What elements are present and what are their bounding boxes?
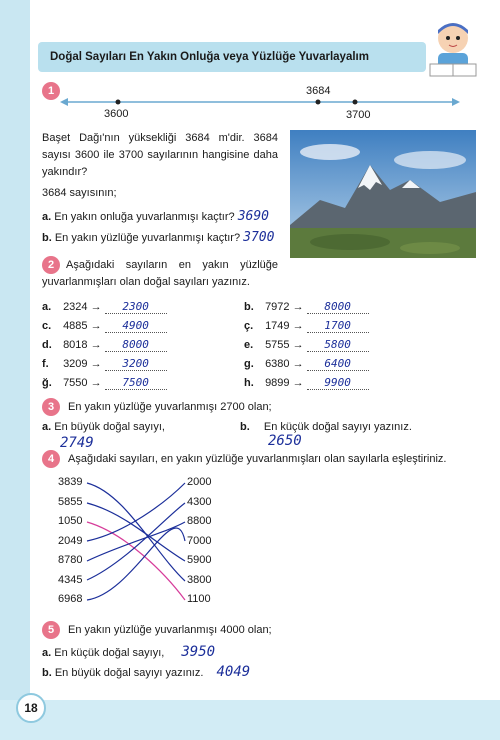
q3-b-row bbox=[240, 421, 412, 433]
q2-answer-blank bbox=[105, 376, 167, 390]
q1-b-text: En yakın yüzlüğe yuvarlanmışı kaçtır? bbox=[54, 232, 241, 244]
q2-item-value: 9899 bbox=[265, 377, 290, 389]
q1-b-row bbox=[42, 230, 292, 245]
number-line-label-left: 3600 bbox=[104, 108, 129, 120]
question-5-badge: 5 bbox=[42, 621, 60, 639]
q2-item-label: h. bbox=[244, 377, 254, 389]
q5-a-answer: 3950 bbox=[181, 644, 216, 660]
question-1-badge: 1 bbox=[42, 82, 60, 100]
q4-left-number: 2049 bbox=[58, 534, 83, 547]
q2-item-value: 5755 bbox=[265, 339, 290, 351]
q2-item-label: a. bbox=[42, 301, 52, 313]
question-1-text: Başet Dağı'nın yüksekliği 3684 m'dir. 3684 sayısı 3600 ile 3700 sayılarının hangisine daha yakındır? bbox=[42, 132, 278, 178]
question-2-badge: 2 bbox=[42, 256, 60, 274]
q4-left-column bbox=[58, 473, 82, 610]
q2-left-column bbox=[42, 300, 242, 395]
q2-item-answer: 1700 bbox=[324, 319, 351, 332]
page-title: Doğal Sayıları En Yakın Onluğa veya Yüzlüğe Yuvarlayalım bbox=[50, 51, 369, 63]
arrow-icon: → bbox=[90, 358, 102, 370]
q2-item-value: 3209 bbox=[63, 358, 88, 370]
question-3-badge: 3 bbox=[42, 398, 60, 416]
q2-item-value: 6380 bbox=[265, 358, 290, 370]
q3-b-label: b. bbox=[240, 421, 250, 433]
q2-item-label: ç. bbox=[244, 320, 254, 332]
q2-answer-blank bbox=[105, 319, 167, 333]
match-line bbox=[87, 503, 185, 561]
q2-item bbox=[42, 319, 242, 338]
q4-left-number: 6968 bbox=[58, 593, 83, 605]
question-4-text: Aşağıdaki sayıları, en yakın yüzlüğe yuvarlanmışları olan sayılarla eşleştiriniz. bbox=[68, 453, 447, 465]
q4-right-number: 4300 bbox=[187, 495, 212, 508]
q3-a-text: En büyük doğal sayıyı, bbox=[54, 421, 165, 433]
arrow-icon: → bbox=[90, 320, 102, 332]
q2-item bbox=[244, 376, 444, 395]
q5-a-label: a. bbox=[42, 647, 52, 659]
q2-item bbox=[244, 357, 444, 376]
q2-right-column bbox=[244, 300, 444, 395]
q5-b-answer: 4049 bbox=[216, 664, 251, 680]
number-line-label-top: 3684 bbox=[306, 85, 331, 97]
match-line bbox=[87, 483, 185, 541]
q2-item bbox=[42, 357, 242, 376]
q2-item-answer: 9900 bbox=[324, 376, 351, 389]
q2-item-label: b. bbox=[244, 301, 254, 313]
q4-right-column bbox=[187, 473, 211, 610]
q5-a-row bbox=[42, 644, 215, 660]
q2-item-value: 2324 bbox=[63, 301, 88, 313]
question-5-text: En yakın yüzlüğe yuvarlanmışı 4000 olan; bbox=[68, 624, 272, 636]
q2-item bbox=[42, 300, 242, 319]
q2-item-answer: 8000 bbox=[324, 300, 351, 313]
q3-a-answer: 2749 bbox=[60, 435, 94, 451]
arrow-icon: → bbox=[292, 339, 304, 351]
q2-item-answer: 5800 bbox=[324, 338, 351, 351]
matching-lines bbox=[85, 473, 190, 613]
q2-item bbox=[244, 300, 444, 319]
q2-item bbox=[244, 338, 444, 357]
arrow-icon: → bbox=[292, 320, 304, 332]
q2-item-label: g. bbox=[244, 358, 254, 370]
q2-item-answer: 3200 bbox=[122, 357, 149, 370]
arrow-icon: → bbox=[90, 339, 102, 351]
q3-a-row bbox=[42, 421, 165, 433]
q3-b-text: En küçük doğal sayıyı yazınız. bbox=[263, 421, 412, 433]
arrow-icon: → bbox=[292, 377, 304, 389]
q4-right-number: 5900 bbox=[187, 554, 212, 566]
arrow-icon: → bbox=[292, 301, 304, 313]
q5-b-label: b. bbox=[42, 667, 52, 679]
q1-a-row bbox=[42, 209, 292, 224]
q4-left-number: 1050 bbox=[58, 515, 83, 527]
q2-item-label: ğ. bbox=[42, 377, 52, 389]
q2-answer-blank bbox=[105, 338, 167, 352]
q2-item-value: 1749 bbox=[265, 320, 290, 332]
q5-b-text: En büyük doğal sayıyı yazınız. bbox=[54, 667, 204, 679]
q5-a-text: En küçük doğal sayıyı, bbox=[54, 647, 165, 659]
q2-item-answer: 4900 bbox=[122, 319, 149, 332]
q2-item-value: 8018 bbox=[63, 339, 88, 351]
page-number: 18 bbox=[16, 693, 46, 723]
q2-item-label: d. bbox=[42, 339, 52, 351]
number-line-label-right: 3700 bbox=[346, 109, 371, 121]
arrow-icon: → bbox=[90, 301, 102, 313]
mountain-photo bbox=[290, 130, 476, 258]
q2-item-label: f. bbox=[42, 358, 49, 370]
q1-a-text: En yakın onluğa yuvarlanmışı kaçtır? bbox=[54, 211, 235, 223]
q2-item-label: c. bbox=[42, 320, 52, 332]
q4-right-number: 2000 bbox=[187, 476, 212, 488]
question-4-badge: 4 bbox=[42, 450, 60, 468]
question-3-text: En yakın yüzlüğe yuvarlanmışı 2700 olan; bbox=[68, 401, 272, 413]
arrow-icon: → bbox=[90, 377, 102, 389]
q2-item-answer: 8000 bbox=[122, 338, 149, 351]
q4-left-number: 5855 bbox=[58, 495, 83, 508]
q2-item-answer: 6400 bbox=[324, 357, 351, 370]
q2-answer-blank bbox=[307, 319, 369, 333]
q4-left-number: 3839 bbox=[58, 476, 83, 488]
arrow-icon: → bbox=[292, 358, 304, 370]
q2-item bbox=[42, 376, 242, 395]
question-1-subtext: 3684 sayısının; bbox=[42, 187, 117, 199]
q1-b-label: b. bbox=[42, 232, 52, 244]
q4-left-number: 4345 bbox=[58, 573, 83, 586]
q4-right-number: 1100 bbox=[187, 593, 211, 605]
q5-b-row bbox=[42, 664, 250, 680]
reading-child-illustration bbox=[420, 16, 486, 82]
q4-left-number: 8780 bbox=[58, 554, 83, 566]
q2-answer-blank bbox=[307, 300, 369, 314]
q2-answer-blank bbox=[307, 376, 369, 390]
q4-right-number: 7000 bbox=[187, 534, 212, 547]
q4-right-number: 3800 bbox=[187, 573, 212, 586]
q3-a-label: a. bbox=[42, 421, 52, 433]
q2-answer-blank bbox=[105, 300, 167, 314]
q2-answer-blank bbox=[307, 338, 369, 352]
q2-item-value: 7972 bbox=[265, 301, 290, 313]
q2-item-label: e. bbox=[244, 339, 254, 351]
q2-item bbox=[42, 338, 242, 357]
q4-right-number: 8800 bbox=[187, 515, 212, 527]
q2-item-answer: 7500 bbox=[122, 376, 149, 389]
q2-item-value: 4885 bbox=[63, 320, 88, 332]
q2-item bbox=[244, 319, 444, 338]
q2-item-answer: 2300 bbox=[122, 300, 149, 313]
q1-b-answer: 3700 bbox=[243, 230, 275, 245]
q2-answer-blank bbox=[105, 357, 167, 371]
q2-answer-blank bbox=[307, 357, 369, 371]
match-line bbox=[87, 522, 185, 600]
q2-item-value: 7550 bbox=[63, 377, 88, 389]
q3-b-answer: 2650 bbox=[268, 433, 302, 449]
bottom-band bbox=[0, 700, 500, 740]
left-margin-strip bbox=[0, 0, 30, 700]
question-2-text: Aşağıdaki sayıların en yakın yüzlüğe yuvarlanmışları olan doğal sayıları yazınız. bbox=[42, 259, 278, 288]
q1-a-answer: 3690 bbox=[237, 209, 269, 224]
q1-a-label: a. bbox=[42, 211, 52, 223]
